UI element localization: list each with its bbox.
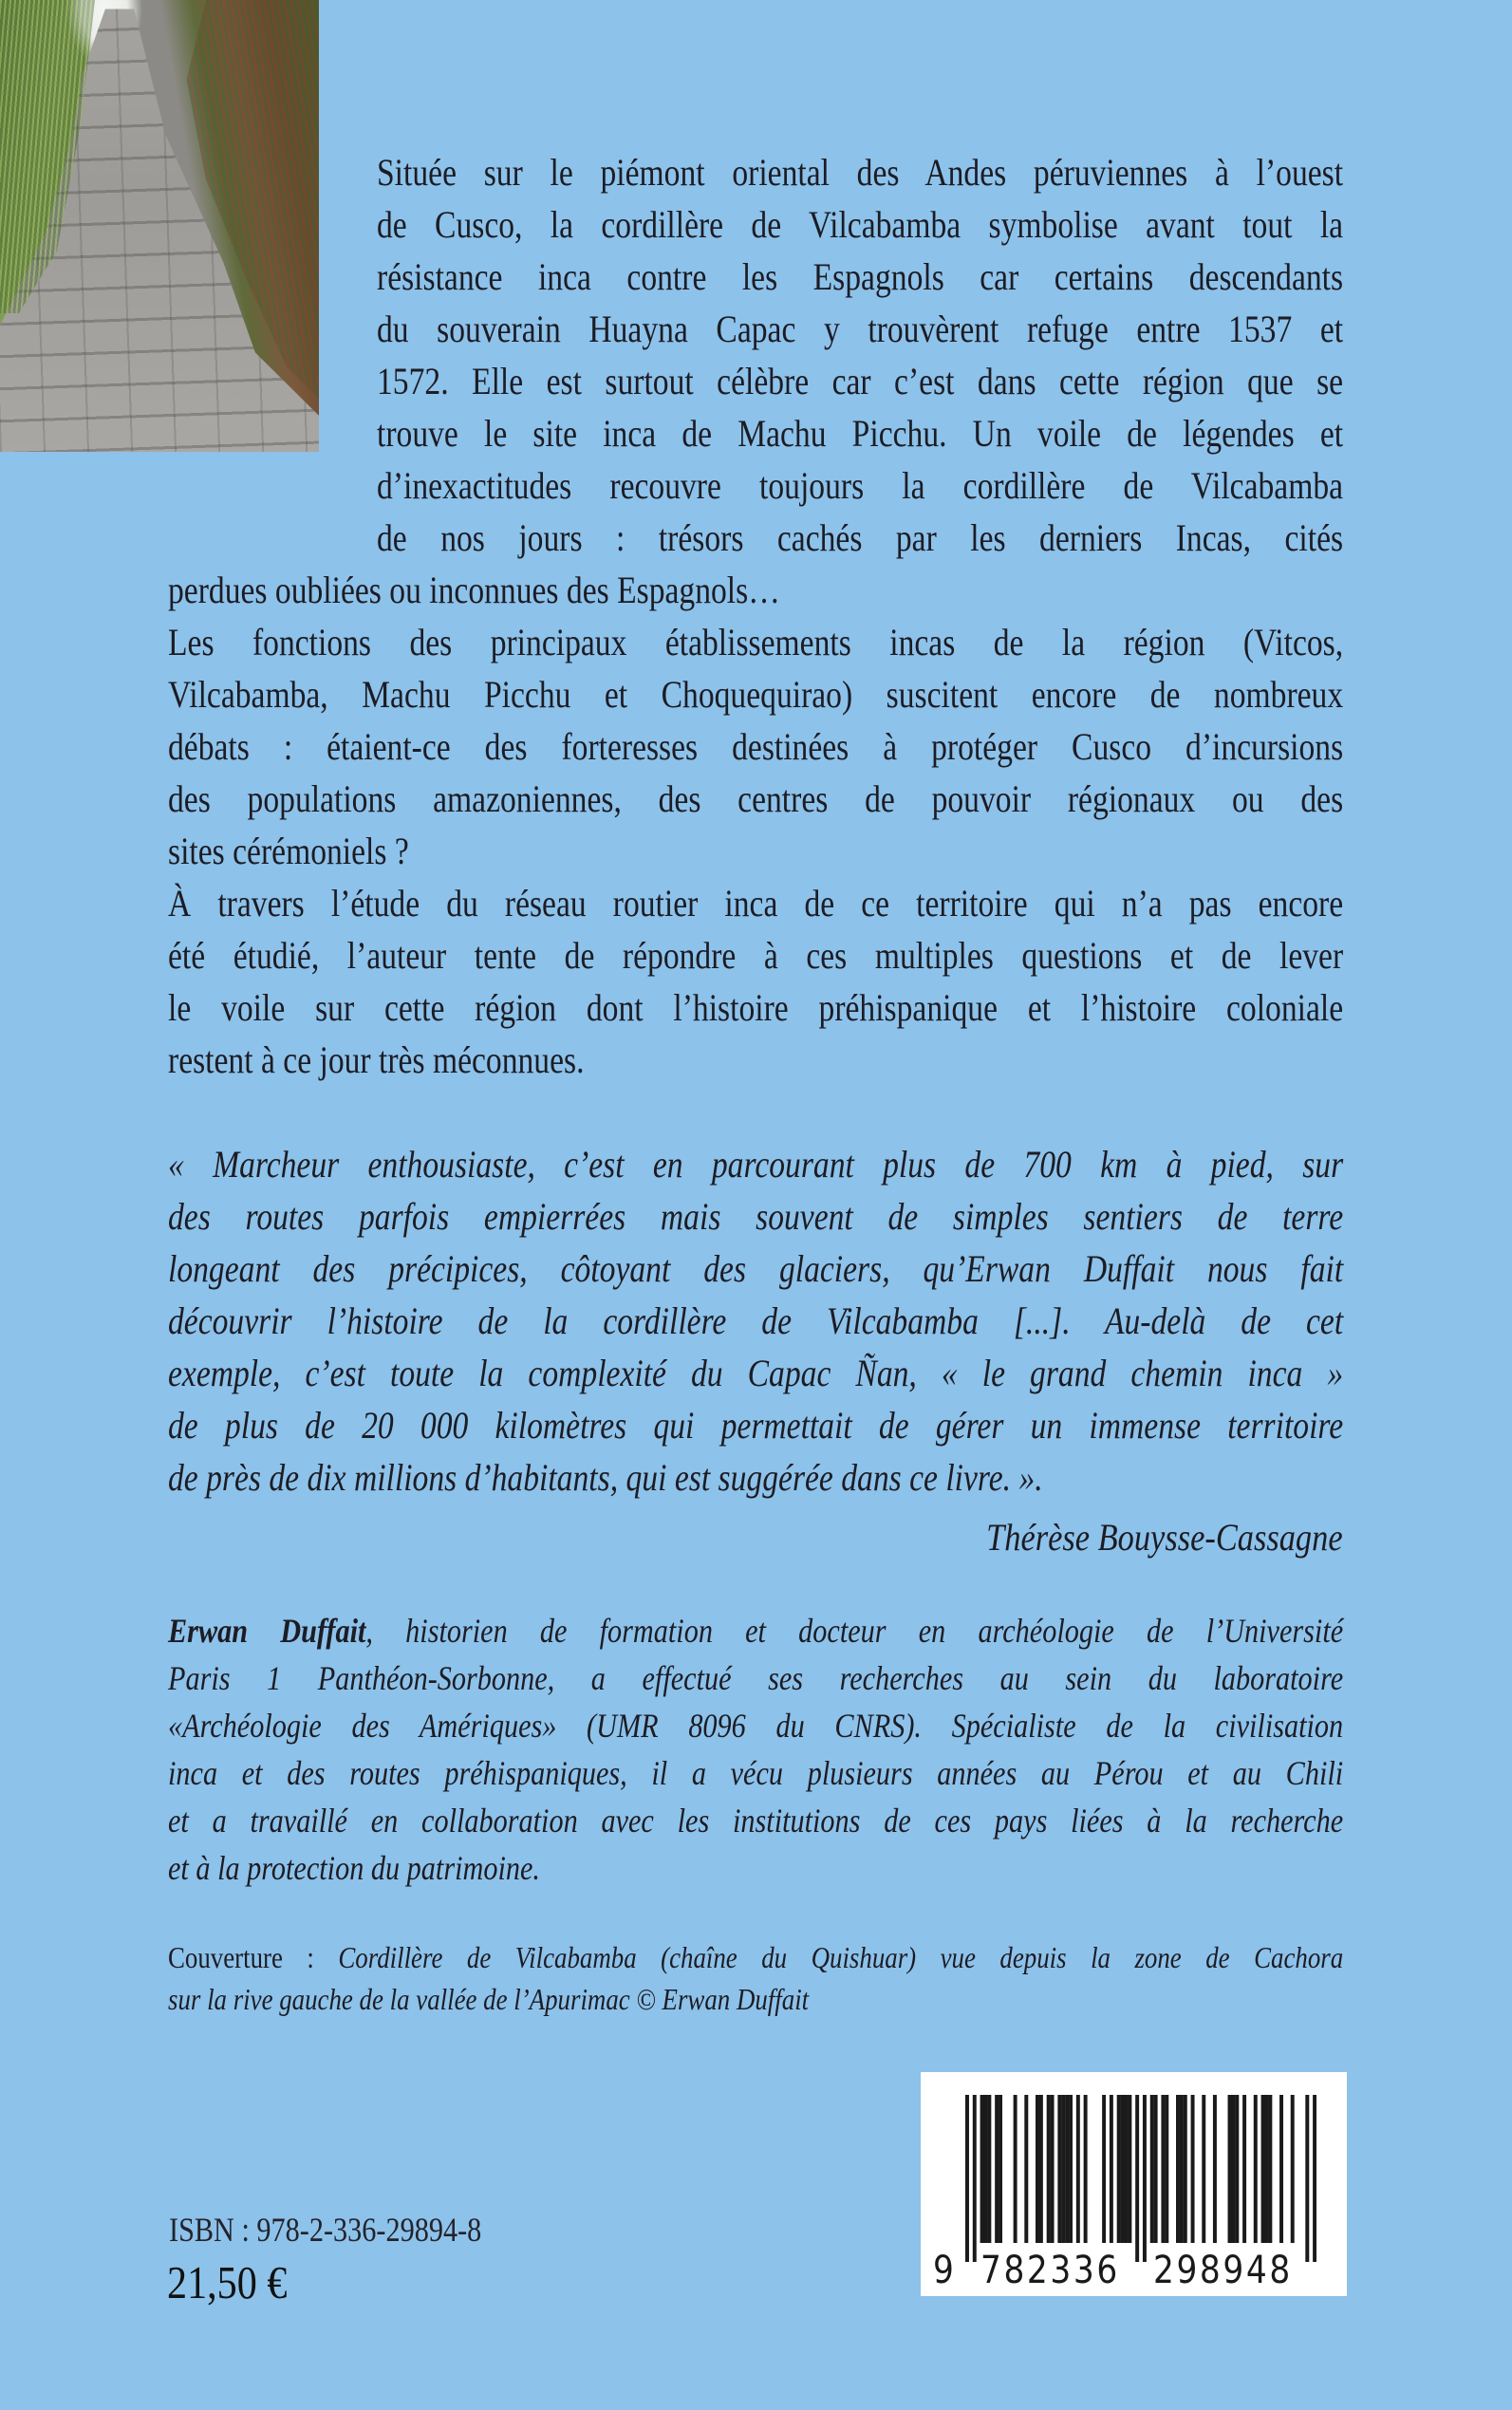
quote-line: exemple, c’est toute la complexité du Capac Ñan, « le grand chemin inca » bbox=[168, 1352, 1344, 1394]
study-line: À travers l’étude du réseau routier inca de ce territoire qui n’a pas encore bbox=[168, 882, 1344, 925]
intro-line: trouve le site inca de Machu Picchu. Un voile de légendes et bbox=[377, 412, 1344, 455]
author-bio bbox=[168, 1607, 1343, 1892]
barcode bbox=[921, 2072, 1347, 2296]
bio-line: et a travaillé en collaboration avec les institutions de ces pays liées à la recherche bbox=[168, 1802, 1344, 1840]
intro-line: de Cusco, la cordillère de Vilcabamba symbolise avant tout la bbox=[377, 203, 1344, 246]
quote-line: découvrir l’histoire de la cordillère de Vilcabamba [...]. Au-delà de cet bbox=[168, 1299, 1344, 1342]
cover-credit bbox=[168, 1936, 1343, 2020]
quote-attribution: Thérèse Bouysse-Cassagne bbox=[986, 1516, 1343, 1559]
credit-line bbox=[168, 1936, 1343, 1978]
functions-line: sites cérémoniels ? bbox=[168, 830, 409, 872]
quote-line: de près de dix millions d’habitants, qui est suggérée dans ce livre. ». bbox=[168, 1456, 1043, 1499]
functions-line: Vilcabamba, Machu Picchu et Choquequirao) suscitent encore de nombreux bbox=[168, 673, 1344, 716]
functions-line: Les fonctions des principaux établissements incas de la région (Vitcos, bbox=[168, 621, 1344, 663]
review-quote bbox=[168, 1138, 1343, 1504]
bio-line: Paris 1 Panthéon-Sorbonne, a effectué ses recherches au sein du laboratoire bbox=[168, 1659, 1344, 1697]
isbn: ISBN : 978-2-336-29894-8 bbox=[169, 2211, 482, 2249]
functions-line: des populations amazoniennes, des centres de pouvoir régionaux ou des bbox=[168, 777, 1344, 820]
intro-paragraph bbox=[377, 146, 1343, 564]
intro-line: Située sur le piémont oriental des Andes péruviennes à l’ouest bbox=[377, 151, 1344, 194]
quote-line: « Marcheur enthousiaste, c’est en parcourant plus de 700 km à pied, sur bbox=[168, 1143, 1344, 1186]
study-line: restent à ce jour très méconnues. bbox=[168, 1038, 585, 1081]
intro-line: 1572. Elle est surtout célèbre car c’est dans cette région que se bbox=[377, 360, 1344, 402]
bio-line: inca et des routes préhispaniques, il a vécu plusieurs années au Pérou et au Chili bbox=[168, 1754, 1344, 1792]
quote-line: des routes parfois empierrées mais souvent de simples sentiers de terre bbox=[168, 1195, 1344, 1238]
intro-line: perdues oubliées ou inconnues des Espagnols… bbox=[168, 569, 780, 611]
barcode-bars bbox=[965, 2095, 1316, 2262]
bio-line-rest: , historien de formation et docteur en archéologie de l’Université bbox=[365, 1612, 1344, 1650]
barcode-left-digits: 782336 bbox=[980, 2249, 1120, 2292]
price: 21,50 € bbox=[167, 2256, 288, 2308]
quote-line: de plus de 20 000 kilomètres qui permettait de gérer un immense territoire bbox=[168, 1404, 1344, 1447]
bio-line bbox=[168, 1607, 1343, 1654]
study-line: le voile sur cette région dont l’histoire préhispanique et l’histoire coloniale bbox=[168, 986, 1344, 1029]
cover-photo-stone-path bbox=[0, 0, 319, 452]
intro-line: de nos jours : trésors cachés par les derniers Incas, cités bbox=[377, 516, 1344, 559]
intro-line: du souverain Huayna Capac y trouvèrent refuge entre 1537 et bbox=[377, 308, 1344, 350]
barcode-first-digit: 9 bbox=[933, 2249, 957, 2292]
functions-line: débats : étaient-ce des forteresses destinées à protéger Cusco d’incursions bbox=[168, 725, 1344, 768]
credit-label: Couverture : bbox=[168, 1940, 314, 1974]
bio-line: «Archéologie des Amériques» (UMR 8096 du CNRS). Spécialiste de la civilisation bbox=[168, 1707, 1344, 1745]
quote-line: longeant des précipices, côtoyant des glaciers, qu’Erwan Duffait nous fait bbox=[168, 1247, 1344, 1290]
author-name: Erwan Duffait bbox=[168, 1612, 366, 1650]
credit-line: sur la rive gauche de la vallée de l’Apurimac © Erwan Duffait bbox=[168, 1982, 810, 2016]
study-line: été étudié, l’auteur tente de répondre à ces multiples questions et de lever bbox=[168, 934, 1344, 977]
intro-line: résistance inca contre les Espagnols car certains descendants bbox=[377, 255, 1344, 298]
bio-line: et à la protection du patrimoine. bbox=[168, 1849, 540, 1887]
body-text-full-width bbox=[168, 564, 1343, 1086]
credit-text: Cordillère de Vilcabamba (chaîne du Quishuar) vue depuis la zone de Cachora bbox=[313, 1940, 1344, 1974]
barcode-right-digits: 298948 bbox=[1153, 2249, 1293, 2292]
intro-line: d’inexactitudes recouvre toujours la cordillère de Vilcabamba bbox=[377, 464, 1344, 507]
